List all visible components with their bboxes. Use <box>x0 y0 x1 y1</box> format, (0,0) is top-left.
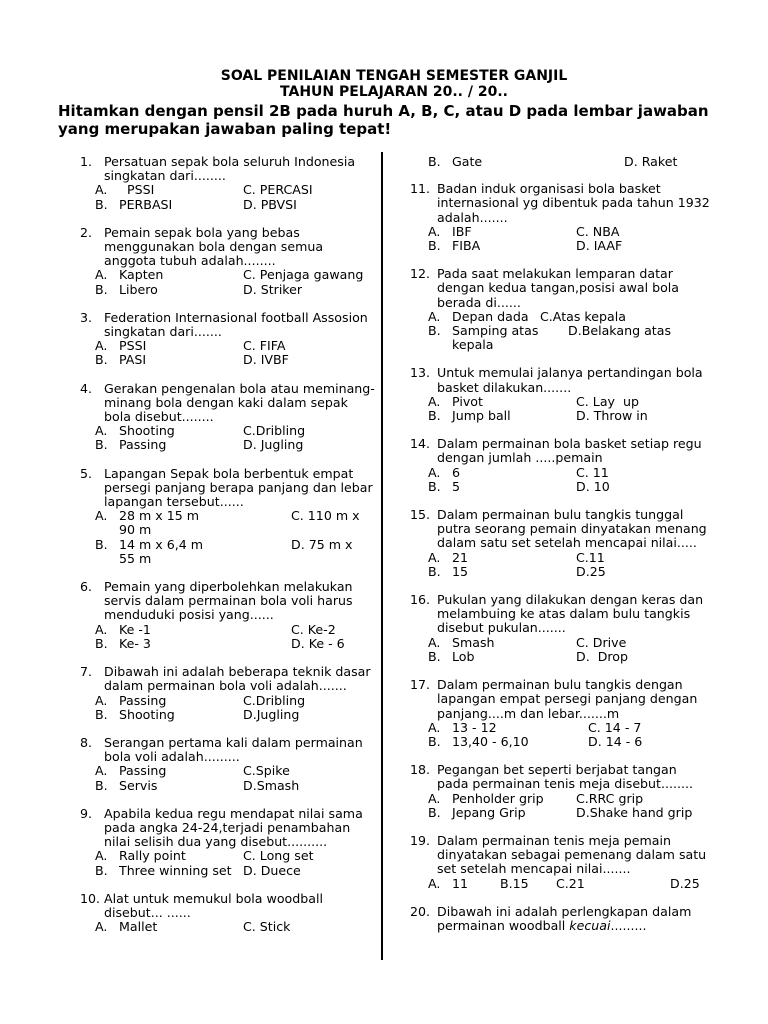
option-b: B. 15 <box>428 563 469 579</box>
option-a: A. Kapten <box>95 267 164 283</box>
option-c: C. Penjaga gawang <box>243 267 364 283</box>
option-a: A. 6 <box>428 464 461 480</box>
option-c: C. 14 - 7 <box>588 719 642 735</box>
option-c: C. NBA <box>576 223 620 239</box>
option-a: A. 13 - 12 <box>428 719 497 735</box>
question-text: Badan induk organisasi bola basket internasional yg dibentuk pada tahun 1932 adalah....... <box>437 181 710 225</box>
option-a: A. Shooting <box>95 423 175 439</box>
question-2: 2. Pemain sepak bola yang bebas menggunakan bola dengan semua anggota tubuh adalah........ A. Kapten C. Penjaga gawang B. Libero D. Striker <box>80 226 376 297</box>
option-b: B. PASI <box>95 352 147 368</box>
question-1: 1. Persatuan sepak bola seluruh Indonesia singkatan dari........ A. PSSI C. PERCASI B. PERBASI D. PBVSI <box>80 155 376 212</box>
question-10-continued <box>410 155 710 169</box>
option-c: C. Drive <box>576 634 627 650</box>
option-c: C. 110 m x <box>291 508 360 524</box>
option-d: D.Smash <box>243 777 300 793</box>
option-b: B. 14 m x 6,4 m <box>95 536 204 552</box>
option-b: B. Servis <box>95 777 158 793</box>
option-a: A. PSSI <box>95 338 147 354</box>
question-text: Serangan pertama kali dalam permainan bola voli adalah......... <box>104 734 363 765</box>
question-11: 11. Badan induk organisasi bola basket internasional yg dibentuk pada tahun 1932 adalah....... A. IBF C. NBA B. FIBA D. IAAF <box>410 181 710 254</box>
option-a: A. Pivot <box>428 393 483 409</box>
exam-title: SOAL PENILAIAN TENGAH SEMESTER GANJIL <box>220 68 568 84</box>
question-text: Federation Internasional football Assosion singkatan dari....... <box>104 309 376 340</box>
question-8: 8. Serangan pertama kali dalam permainan bola voli adalah......... A. Passing C.Spike B. Servis D.Smash <box>80 736 376 793</box>
question-3: 3. Federation Internasional football Assosion singkatan dari....... A. PSSI C. FIFA B. PASI D. IVBF <box>80 309 376 368</box>
option-d: D. Ke - 6 <box>291 635 345 651</box>
option-d: D. Drop <box>576 648 629 664</box>
option-b: B. Shooting <box>95 706 175 722</box>
question-17: 17. Dalam permainan bulu tangkis dengan lapangan empat persegi panjang dengan panjang....m dan lebar.......m A. 13 - 12 C. 14 - 7 B. 13,40 - 6,10 D. 14 - 6 <box>410 678 710 749</box>
question-text: Pemain sepak bola yang bebas menggunakan bola dengan semua anggota tubuh adalah........ <box>104 224 324 269</box>
option-c: C. PERCASI <box>243 182 313 198</box>
option-b: B. Passing <box>95 437 167 453</box>
instruction: Hitamkan dengan pensil 2B pada huruh A, B, C, atau D pada lembar jawaban yang merupakan jawaban paling tepat! <box>58 102 709 138</box>
question-text: Pukulan yang dilakukan dengan keras dan melambuing ke atas dalam bulu tangkis disebut pukulan....... <box>437 592 704 636</box>
option-c: C.RRC grip <box>576 790 644 806</box>
option-c: C.21 <box>556 875 585 891</box>
option-d: D. Raket <box>624 154 678 169</box>
option-c: C. Lay up <box>576 393 639 409</box>
question-10: 10. Alat untuk memukul bola woodball disebut... ...... A. Mallet C. Stick <box>80 892 376 935</box>
option-c: C. Ke-2 <box>291 621 336 637</box>
option-d: D. PBVSI <box>243 196 297 212</box>
question-text: Dibawah ini adalah perlengkapan dalam permainan woodball kecuai......... <box>437 903 692 933</box>
option-d: D.25 <box>670 875 700 891</box>
option-b: B. Samping atas <box>428 323 539 339</box>
question-text: Alat untuk memukul bola woodball disebut... ...... <box>104 890 323 920</box>
option-a: A. Smash <box>428 634 495 650</box>
question-text: Apabila kedua regu mendapat nilai sama pada angka 24-24,terjadi penambahan nilai selisih dua yang disebut.......... <box>104 805 363 850</box>
question-text: Pada saat melakukan lemparan datar dengan kedua tangan,posisi awal bola berada di...... <box>437 266 680 310</box>
option-c: C. 11 <box>576 464 609 480</box>
option-c: C.Atas kepala <box>540 308 626 324</box>
option-d: D. Duece <box>243 862 301 878</box>
question-text: Dalam permainan bulu tangkis tunggal putra seorang pemain dinyatakan menang dalam satu set setelah mencapai nilai..... <box>437 507 707 551</box>
question-5: 5. Lapangan Sepak bola berbentuk empat persegi panjang berapa panjang dan lebar lapangan tersebut...... A. 28 m x 15 m C. 110 m x 90 m B. 14 m x 6,4 m D. 75 m x 55 m <box>80 467 376 566</box>
option-b: B. Ke- 3 <box>95 635 151 651</box>
question-text: Persatuan sepak bola seluruh Indonesia singkatan dari........ <box>104 154 356 184</box>
header <box>0 68 768 138</box>
option-b: B. 13,40 - 6,10 <box>428 733 529 749</box>
question-7: 7. Dibawah ini adalah beberapa teknik dasar dalam permainan bola voli adalah....... A. Passing C.Dribling B. Shooting D.Jugling <box>80 665 376 722</box>
question-16: 16. Pukulan yang dilakukan dengan keras dan melambuing ke atas dalam bulu tangkis disebut pukulan....... A. Smash C. Drive B. Lob D. Drop <box>410 593 710 664</box>
question-text: Untuk memulai jalanya pertandingan bola basket dilakukan....... <box>437 365 703 395</box>
option-b: B.15 <box>500 875 529 891</box>
option-b-continued: kepala <box>452 337 494 353</box>
option-a: A. IBF <box>428 223 472 239</box>
question-text: Dalam permainan bulu tangkis dengan lapangan empat persegi panjang dengan panjang....m dan lebar.......m <box>437 677 698 721</box>
option-c-continued: 90 m <box>119 522 152 538</box>
option-a: A. Mallet <box>95 919 158 935</box>
option-a: A. Rally point <box>95 848 186 864</box>
question-text: Dibawah ini adalah beberapa teknik dasar dalam permainan bola voli adalah....... <box>104 664 371 694</box>
option-d-continued: 55 m <box>119 550 152 566</box>
option-a: A. 21 <box>428 549 469 565</box>
question-18: 18. Pegangan bet seperti berjabat tangan pada permainan tenis meja disebut........ A. Penholder grip C.RRC grip B. Jepang Grip D.Shake hand grip <box>410 763 710 820</box>
option-b: B. 5 <box>428 478 461 494</box>
option-c: C. FIFA <box>243 338 286 354</box>
question-9: 9. Apabila kedua regu mendapat nilai sama pada angka 24-24,terjadi penambahan nilai selisih dua yang disebut.......... A. Rally point C. Long set B. Three winning set D. Duece <box>80 807 376 878</box>
option-a: A. PSSI <box>95 182 155 198</box>
right-column <box>410 155 710 947</box>
option-b: B. Jump ball <box>428 408 511 424</box>
option-c: C.Spike <box>243 763 290 779</box>
question-15: 15. Dalam permainan bulu tangkis tunggal putra seorang pemain dinyatakan menang dalam satu set setelah mencapai nilai..... A. 21 C.11 B. 15 D.25 <box>410 508 710 579</box>
question-14: 14. Dalam permainan bola basket setiap regu dengan jumlah .....pemain A. 6 C. 11 B. 5 D. 10 <box>410 437 710 494</box>
option-d: D.Jugling <box>243 706 300 722</box>
question-6: 6. Pemain yang diperbolehkan melakukan servis dalam permainan bola voli harus menduduki posisi yang...... A. Ke -1 C. Ke-2 B. Ke- 3 D. Ke - 6 <box>80 580 376 651</box>
option-d: D. Jugling <box>243 437 304 453</box>
question-text: Dalam permainan bola basket setiap regu dengan jumlah .....pemain <box>437 436 702 466</box>
option-b: B. Lob <box>428 648 475 664</box>
option-c: C. Stick <box>243 919 291 935</box>
option-a: A. Passing <box>95 763 167 779</box>
option-c: C. Long set <box>243 848 314 864</box>
question-12: 12. Pada saat melakukan lemparan datar dengan kedua tangan,posisi awal bola berada di...... A. Depan dada C.Atas kepala B. Samping atas D.Belakang atas kepala <box>410 267 710 352</box>
option-b: B. Libero <box>95 281 158 297</box>
question-text: Pegangan bet seperti berjabat tangan pada permainan tenis meja disebut........ <box>437 762 694 792</box>
option-b: B. PERBASI <box>95 196 173 212</box>
option-a: A. Passing <box>95 692 167 708</box>
option-c: C.Dribling <box>243 423 306 439</box>
option-a: A. Penholder grip <box>428 790 544 806</box>
exam-year: TAHUN PELAJARAN 20.. / 20.. <box>280 84 508 100</box>
option-c: C.Dribling <box>243 692 306 708</box>
question-20: 20. Dibawah ini adalah perlengkapan dalam permainan woodball kecuai......... <box>410 905 710 933</box>
option-d: D.Shake hand grip <box>576 804 693 820</box>
option-d: D.25 <box>576 563 606 579</box>
option-d: D. 14 - 6 <box>588 733 643 749</box>
option-b: B. Three winning set <box>95 862 232 878</box>
question-text: Gerakan pengenalan bola atau meminang-minang bola dengan kaki dalam sepak bola disebut........ <box>104 380 375 425</box>
column-divider <box>381 152 383 960</box>
option-a: A. Depan dada <box>428 308 529 324</box>
option-d: D. IVBF <box>243 352 289 368</box>
option-d: D. Throw in <box>576 408 648 424</box>
option-a: A. 28 m x 15 m <box>95 508 200 524</box>
question-text: Dalam permainan tenis meja pemain dinyatakan sebagai pemenang dalam satu set setelah mencapai nilai....... <box>437 832 707 877</box>
option-d: D. 10 <box>576 478 610 494</box>
question-13: 13. Untuk memulai jalanya pertandingan bola basket dilakukan....... A. Pivot C. Lay up B. Jump ball D. Throw in <box>410 366 710 423</box>
question-text: Pemain yang diperbolehkan melakukan servis dalam permainan bola voli harus menduduki posisi yang...... <box>104 579 353 623</box>
option-a: A. 11 <box>428 875 469 891</box>
option-c: C.11 <box>576 549 605 565</box>
option-b: B. Jepang Grip <box>428 804 526 820</box>
question-19: 19. Dalam permainan tenis meja pemain dinyatakan sebagai pemenang dalam satu set setelah mencapai nilai....... A. 11 B.15 C.21 D.25 <box>410 834 710 891</box>
option-d: D. Striker <box>243 281 303 297</box>
option-d: D. 75 m x <box>291 536 353 552</box>
option-d: D.Belakang atas <box>568 323 672 339</box>
option-b: B. FIBA <box>428 238 481 254</box>
option-b: B. Gate <box>428 154 483 169</box>
option-a: A. Ke -1 <box>95 621 151 637</box>
option-d: D. IAAF <box>576 238 623 254</box>
question-4: 4. Gerakan pengenalan bola atau meminang-minang bola dengan kaki dalam sepak bola disebut........ A. Shooting C.Dribling B. Passing D. Jugling <box>80 380 375 453</box>
left-column <box>80 155 376 948</box>
question-text: Lapangan Sepak bola berbentuk empat persegi panjang berapa panjang dan lebar lapangan tersebut...... <box>104 465 373 510</box>
